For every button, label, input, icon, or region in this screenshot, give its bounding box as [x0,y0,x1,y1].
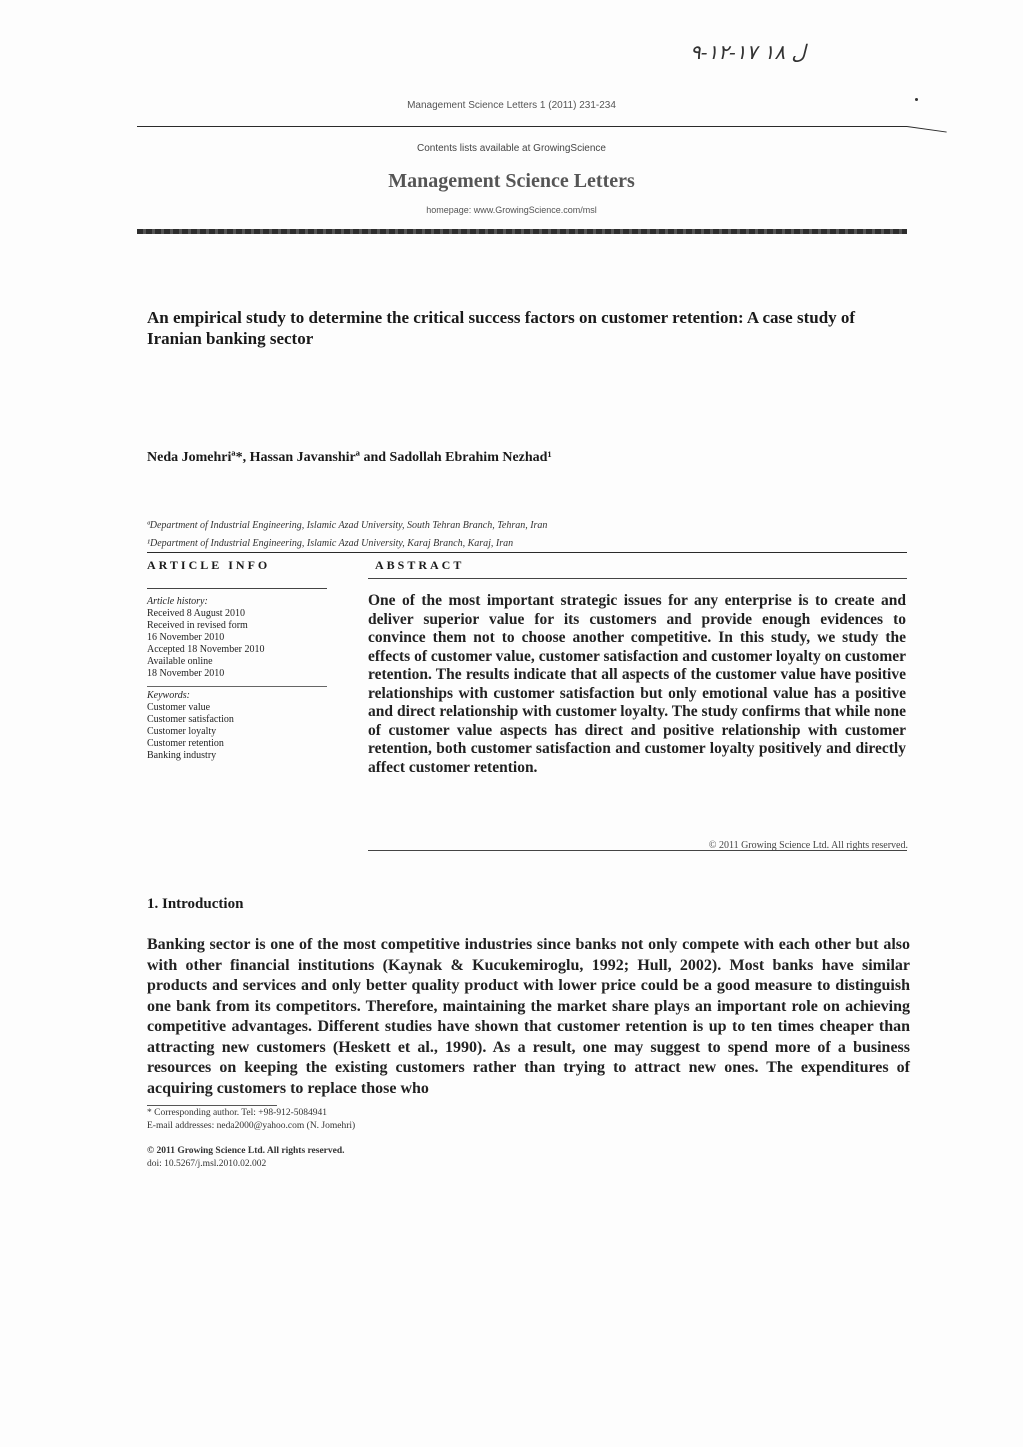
info-divider [147,686,327,687]
intro-heading: 1. Introduction [147,896,244,912]
header-rule-tail [907,126,947,133]
history-line: Received in revised form [147,620,248,631]
history-line: 16 November 2010 [147,632,225,643]
author-list: Neda Jomehriª*, Hassan Javanshirª and Sadollah Ebrahim Nezhad¹ [147,450,552,465]
journal-homepage: homepage: www.GrowingScience.com/msl [426,205,597,215]
footnote-corresponding: * Corresponding author. Tel: +98-912-5084941 [147,1108,327,1118]
footnote-rule [147,1105,277,1106]
keyword: Customer retention [147,738,224,749]
journal-name: Management Science Letters [388,170,635,192]
keyword: Customer loyalty [147,726,217,737]
affiliation-1: ªDepartment of Industrial Engineering, Islamic Azad University, South Tehran Branch, Tehran, Iran [147,520,548,531]
history-line: Accepted 18 November 2010 [147,644,265,655]
abstract-text: One of the most important strategic issues for any enterprise is to create and deliver superior value for its customers and provide enough evidences to convince them not to choose another competitive. In this study, we study the effects of customer value, customer satisfaction and customer loyalty on customer retention. The results indicate that all aspects of the customer value have positive relationships with customer satisfaction but only emotional value has a positive and direct relationship with customer loyalty. The study confirms that while none of customer value aspects has direct and positive relationship with customer retention, both customer satisfaction and customer loyalty positively and directly affect customer retention. [368,592,906,776]
history-label: Article history: [147,596,208,607]
keywords-label: Keywords: [147,690,190,701]
keyword: Customer value [147,702,211,713]
handwritten-note: ۹-۱۲-۱۷ ل ۱۸ [690,40,806,64]
history-line: Received 8 August 2010 [147,608,246,619]
affiliation-2: ¹Department of Industrial Engineering, Islamic Azad University, Karaj Branch, Karaj, Iran [147,538,514,549]
affiliation-rule [147,552,907,553]
footnote-copyright: © 2011 Growing Science Ltd. All rights reserved. [147,1146,345,1156]
keyword: Banking industry [147,750,217,761]
header-rule-top [137,126,907,127]
journal-reference: Management Science Letters 1 (2011) 231-234 [407,100,616,111]
info-rule [147,588,327,589]
article-info [147,596,327,762]
article-info-header: ARTICLE INFO [147,558,271,572]
history-line: 18 November 2010 [147,668,225,679]
abstract-rule [368,578,907,579]
header-rule-thick [137,229,907,234]
footnote-email: E-mail addresses: neda2000@yahoo.com (N. Jomehri) [147,1121,356,1131]
keyword: Customer satisfaction [147,714,234,725]
history-line: Available online [147,656,213,667]
abstract-header: ABSTRACT [375,558,465,572]
footnote-doi: doi: 10.5267/j.msl.2010.02.002 [147,1159,267,1169]
intro-text: Banking sector is one of the most competitive industries since banks not only compete with each other but also with other financial institutions (Kaynak & Kucukemiroglu, 1992; Hull, 2002). Most banks have similar products and services and only better quality product with lower price could be a good measure to distinguish one bank from its competitors. Therefore, maintaining the market share plays an important role on achieving competitive advantages. Different studies have shown that customer retention is up to ten times cheaper than attracting new customers (Heskett et al., 1990). As a result, one may suggest to spend more of a business resources on keeping the existing customers rather than trying to attract new ones. The expenditures of acquiring customers to replace those who [147,936,910,1097]
paper-title: An empirical study to determine the critical success factors on customer retention: A case study of Iranian banking sector [147,308,856,348]
abstract-copyright: © 2011 Growing Science Ltd. All rights reserved. [708,840,908,851]
contents-line: Contents lists available at GrowingScience [417,143,606,154]
